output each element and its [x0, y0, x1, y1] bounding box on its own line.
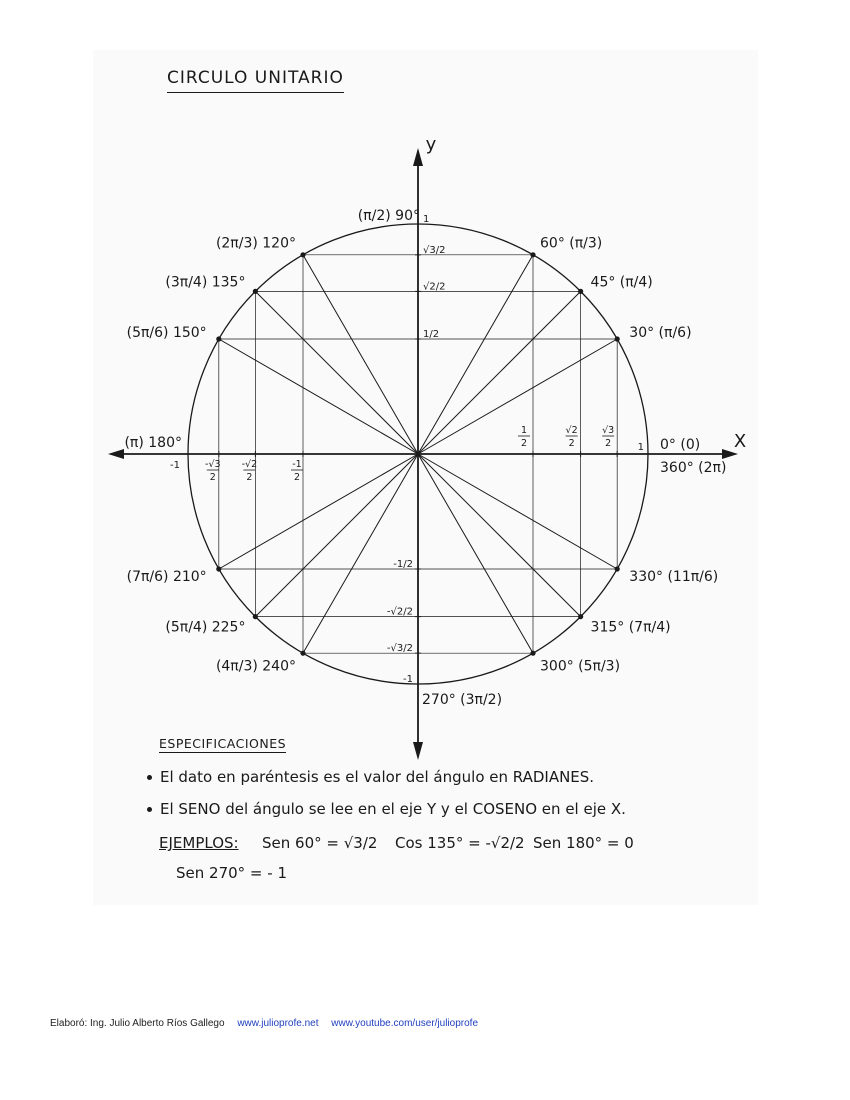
angle-label: 60° (π/3)	[540, 235, 603, 252]
x-axis-label: X	[733, 431, 747, 452]
x-tick-numerator: √2	[565, 425, 578, 436]
angle-point	[253, 614, 258, 619]
y-tick-label: -1/2	[393, 559, 413, 570]
angle-point	[615, 566, 620, 571]
angle-point	[530, 252, 535, 257]
footer-author: Elaboró: Ing. Julio Alberto Ríos Gallego	[50, 1018, 225, 1029]
x-tick-label: 1	[637, 442, 644, 453]
y-tick-label: -√3/2	[386, 643, 413, 655]
angle-point	[300, 651, 305, 656]
x-tick-numerator: -√3	[205, 459, 221, 470]
bullet-dot-icon	[147, 807, 152, 812]
x-tick-numerator: -1	[292, 459, 302, 470]
page-title: CIRCULO UNITARIO	[167, 68, 344, 93]
angle-ray	[418, 454, 617, 569]
y-axis-label: y	[425, 134, 437, 155]
example-sen-270: Sen 270° = - 1	[176, 864, 287, 882]
footer-link-website[interactable]: www.julioprofe.net	[237, 1018, 319, 1029]
x-tick-denominator: 2	[209, 472, 216, 483]
angle-point	[300, 252, 305, 257]
angle-point	[578, 614, 583, 619]
angle-point	[216, 336, 221, 341]
angle-point	[578, 289, 583, 294]
y-axis-arrow-down-icon	[413, 742, 423, 760]
spec-bullet-sine-cosine	[147, 800, 626, 818]
x-tick-denominator: 2	[520, 438, 528, 449]
spec-bullet-text: El dato en paréntesis es el valor del ángulo en RADIANES.	[160, 768, 595, 786]
angle-ray	[418, 454, 533, 653]
angle-label: (5π/6) 150°	[126, 325, 207, 341]
x-tick-label: -1	[170, 460, 180, 471]
specifications-heading: ESPECIFICACIONES	[159, 736, 287, 751]
angle-label: 45° (π/4)	[590, 274, 653, 291]
y-tick-label: 1	[423, 214, 430, 225]
angle-ray	[219, 339, 418, 454]
angle-point	[216, 566, 221, 571]
spec-bullet-text: El SENO del ángulo se lee en el eje Y y el COSENO en el eje X.	[160, 800, 626, 818]
angle-label: 300° (5π/3)	[540, 658, 621, 675]
angle-ray	[255, 454, 418, 617]
angle-label: (π) 180°	[124, 435, 182, 451]
angle-label: (2π/3) 120°	[215, 235, 296, 252]
examples-label: EJEMPLOS:	[159, 834, 239, 852]
footer	[50, 1018, 478, 1029]
x-tick-numerator: √3	[602, 425, 615, 436]
y-tick-label: 1/2	[423, 329, 440, 340]
angle-label: (7π/6) 210°	[126, 569, 207, 585]
example-sen-60: Sen 60° = √3/2	[262, 834, 378, 852]
angle-point	[530, 651, 535, 656]
x-tick-numerator: 1	[520, 425, 528, 436]
angle-label: 330° (11π/6)	[629, 569, 719, 585]
x-axis-arrow-left-icon	[108, 449, 124, 459]
angle-label: (5π/4) 225°	[165, 619, 246, 636]
angle-point	[253, 289, 258, 294]
y-tick-label: √3/2	[423, 244, 446, 256]
angle-ray	[255, 291, 418, 454]
angle-label: 270° (3π/2)	[422, 692, 503, 708]
angle-ray	[418, 291, 581, 454]
example-cos-135: Cos 135° = -√2/2	[395, 834, 525, 852]
y-tick-label: -1	[403, 674, 413, 685]
y-tick-label: √2/2	[423, 281, 446, 293]
angle-ray	[303, 255, 418, 454]
example-sen-180: Sen 180° = 0	[533, 834, 634, 852]
x-tick-denominator: 2	[568, 438, 575, 449]
angle-ray	[418, 339, 617, 454]
angle-point	[615, 336, 620, 341]
bullet-dot-icon	[147, 775, 152, 780]
angle-ray	[303, 454, 418, 653]
x-tick-numerator: -√2	[241, 459, 258, 470]
angle-label: 0° (0)	[660, 437, 701, 453]
y-axis-arrow-up-icon	[413, 148, 423, 166]
x-tick-denominator: 2	[605, 438, 612, 449]
angle-label-360: 360° (2π)	[660, 460, 727, 476]
y-tick-label: -√2/2	[386, 606, 413, 618]
angle-label: 315° (7π/4)	[590, 619, 671, 636]
spec-bullet-radians	[147, 768, 594, 786]
footer-link-youtube[interactable]: www.youtube.com/user/julioprofe	[331, 1018, 479, 1029]
angle-label: 30° (π/6)	[629, 325, 692, 341]
x-tick-denominator: 2	[246, 472, 253, 483]
angle-label: (3π/4) 135°	[165, 274, 246, 291]
angle-label: (π/2) 90°	[357, 208, 420, 224]
x-tick-denominator: 2	[293, 472, 301, 483]
angle-label: (4π/3) 240°	[215, 658, 296, 675]
angle-ray	[418, 454, 581, 617]
